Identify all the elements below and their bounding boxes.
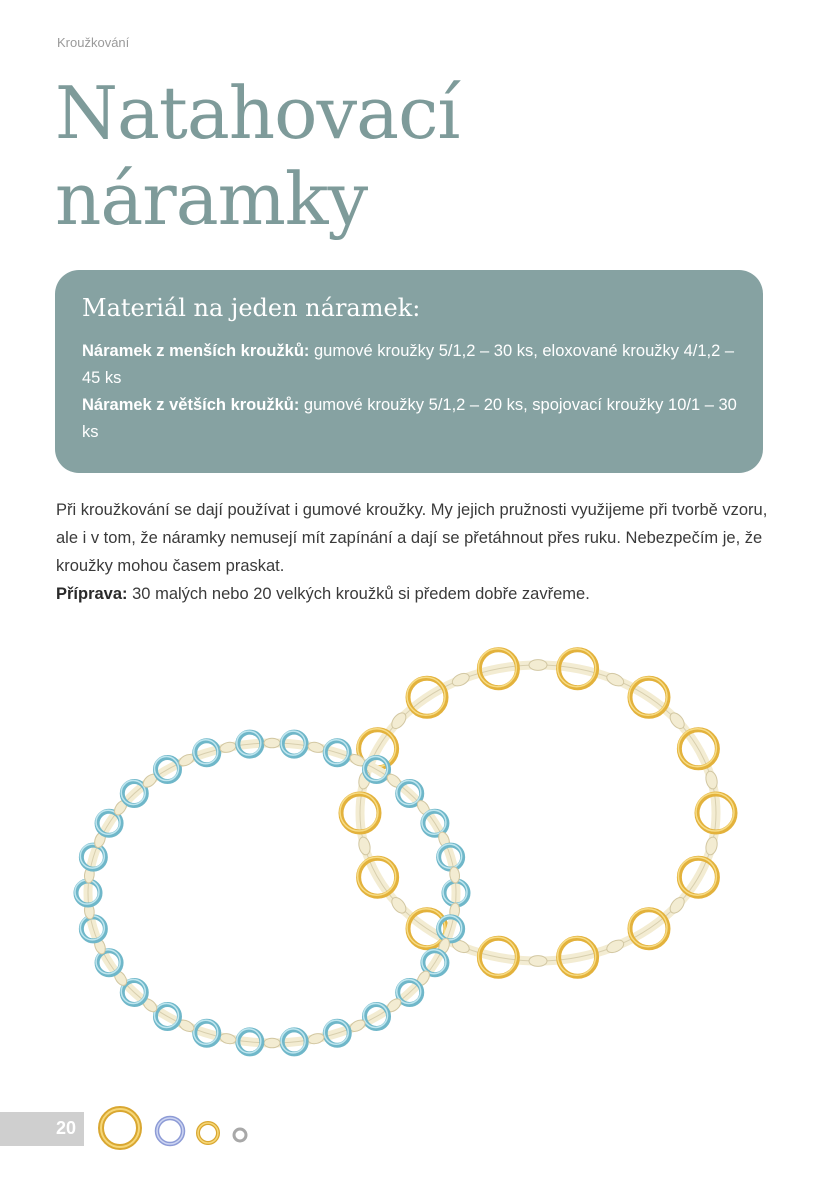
material-large-text: gumové kroužky 5/1,2 – 20 ks, spojovací kroužky 10/1 – 30 ks	[82, 396, 737, 441]
bracelets-photo	[40, 625, 800, 1085]
material-small-label: Náramek z menších kroužků:	[82, 342, 310, 360]
title-line-2: náramky	[55, 157, 368, 241]
body-text	[56, 496, 776, 608]
prep-label: Příprava:	[56, 585, 128, 603]
section-label: Kroužkování	[57, 35, 130, 50]
prep-text: 30 malých nebo 20 velkých kroužků si předem dobře zavřeme.	[127, 585, 590, 603]
gold-bracelet	[340, 649, 735, 977]
rings-decoration-icon	[92, 1106, 262, 1152]
material-heading: Materiál na jeden náramek:	[82, 294, 421, 322]
material-small-text: gumové kroužky 5/1,2 – 30 ks, eloxované kroužky 4/1,2 – 45 ks	[82, 342, 735, 387]
page-title	[55, 70, 459, 242]
preparation	[56, 580, 776, 608]
material-box	[55, 270, 763, 473]
material-small	[82, 338, 737, 392]
blue-bracelet	[75, 731, 468, 1054]
page-number: 20	[55, 1118, 76, 1138]
title-line-1: Natahovací	[55, 71, 460, 155]
material-large-label: Náramek z větších kroužků:	[82, 396, 300, 414]
body-paragraph: Při kroužkování se dají používat i gumové kroužky. My jejich pružnosti využijeme při tvorbě vzoru, ale i v tom, že náramky nemusejí mít zapínání a dají se přetáhnout přes ruku. Nebezpečím je, že kroužky mohou časem praskat.	[56, 501, 768, 575]
footer-bar	[0, 1112, 84, 1146]
material-large	[82, 392, 737, 446]
